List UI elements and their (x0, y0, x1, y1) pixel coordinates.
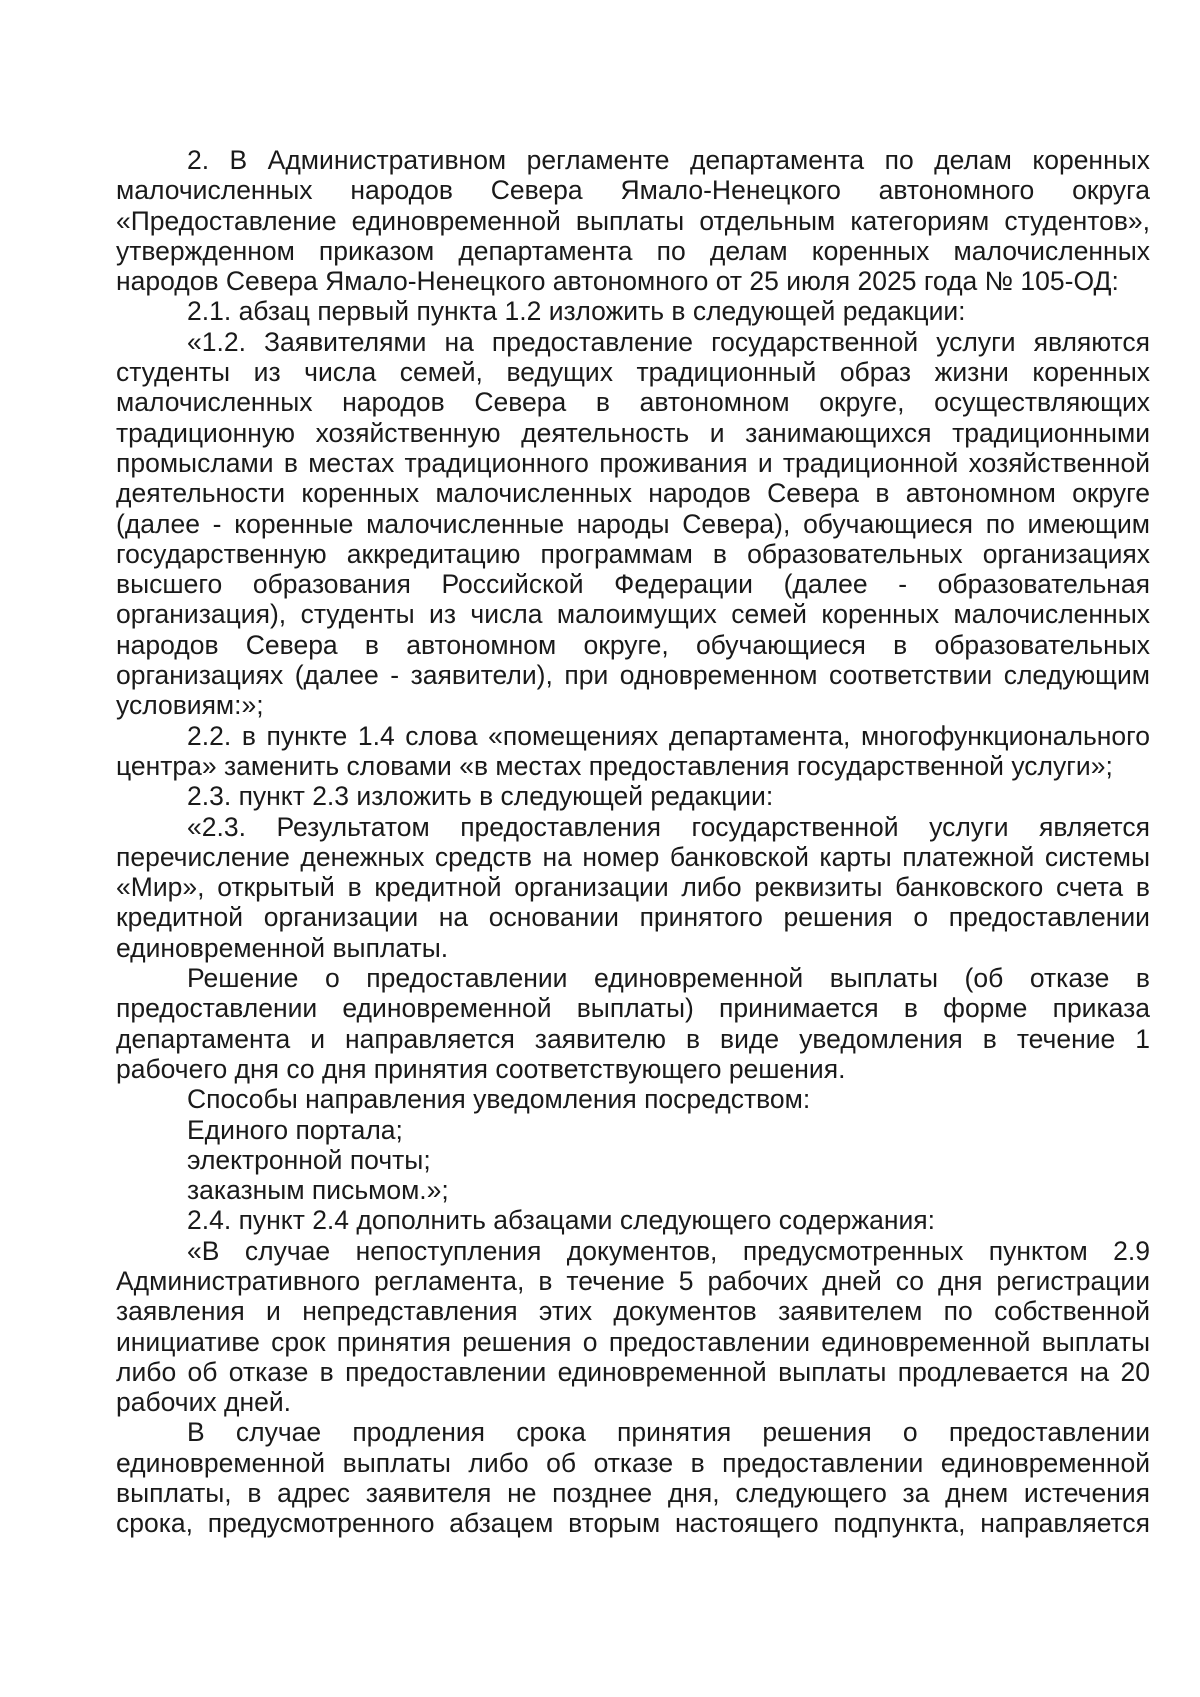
list-item-email: электронной почты; (187, 1144, 431, 1175)
list-item-portal: Единого портала; (187, 1114, 403, 1145)
paragraph-item-2: 2. В Административном регламенте департамента по делам коренных малочисленных народов Севера Ямало-Ненецкого автономного округа «Предоставление единовременной выплаты отдельным категориям студентов», утвержденном приказом департамента по делам коренных малочисленных народов Севера Ямало-Ненецкого автономного от 25 июля 2025 года № 105-ОД: (116, 145, 1150, 297)
paragraph-quote-2-4-a: «В случае непоступления документов, предусмотренных пунктом 2.9 Административного регламента, в течение 5 рабочих дней со дня регистрации заявления и непредставления этих документов заявителем по собственной инициативе срок принятия решения о предоставлении единовременной выплаты либо об отказе в предоставлении единовременной выплаты продлевается на 20 рабочих дней. (116, 1235, 1150, 1418)
paragraph-quote-2-4-b: В случае продления срока принятия решения о предоставлении единовременной выплаты либо об отказе в предоставлении единовременной выплаты, в адрес заявителя не позднее дня, следующего за днем истечения срока, предусмотренного абзацем вторым настоящего подпункта, направляется (116, 1417, 1150, 1539)
paragraph-item-2-1: 2.1. абзац первый пункта 1.2 изложить в следующей редакции: (187, 296, 966, 327)
document-page (116, 145, 1150, 1539)
paragraph-item-2-4: 2.4. пункт 2.4 дополнить абзацами следующего содержания: (187, 1205, 935, 1236)
paragraph-item-2-3: 2.3. пункт 2.3 изложить в следующей редакции: (187, 781, 774, 812)
paragraph-item-2-2: 2.2. в пункте 1.4 слова «помещениях департамента, многофункционального центра» заменить словами «в местах предоставления государственной услуги»; (116, 720, 1150, 781)
paragraph-quote-2-3: «2.3. Результатом предоставления государственной услуги является перечисление денежных средств на номер банковской карты платежной системы «Мир», открытый в кредитной организации либо реквизиты банковского счета в кредитной организации на основании принятого решения о предоставлении единовременной выплаты. (116, 811, 1150, 963)
list-item-registered-mail: заказным письмом.»; (187, 1175, 449, 1206)
paragraph-quote-1-2: «1.2. Заявителями на предоставление государственной услуги являются студенты из числа семей, ведущих традиционный образ жизни коренных малочисленных народов Севера в автономном округе, осуществляющих традиционную хозяйственную деятельность и занимающихся традиционными промыслами в местах традиционного проживания и традиционной хозяйственной деятельности коренных малочисленных народов Севера в автономном округе (далее - коренные малочисленные народы Севера), обучающиеся по имеющим государственную аккредитацию программам в образовательных организациях высшего образования Российской Федерации (далее - образовательная организация), студенты из числа малоимущих семей коренных малочисленных народов Севера в автономном округе, обучающиеся в образовательных организациях (далее - заявители), при одновременном соответствии следующим условиям:»; (116, 326, 1150, 721)
paragraph-decision: Решение о предоставлении единовременной выплаты (об отказе в предоставлении единовременной выплаты) принимается в форме приказа департамента и направляется заявителю в виде уведомления в течение 1 рабочего дня со дня принятия соответствующего решения. (116, 963, 1150, 1084)
paragraph-notification-methods: Способы направления уведомления посредством: (187, 1084, 811, 1115)
